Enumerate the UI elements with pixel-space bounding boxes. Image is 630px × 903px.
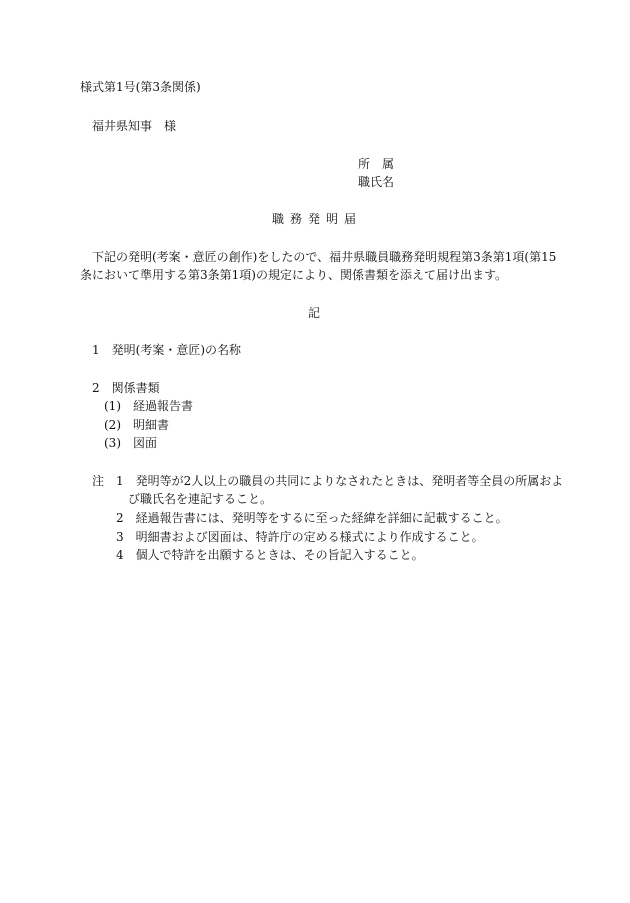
name-label: 職氏名	[358, 175, 395, 189]
affiliation-label: 所 属	[358, 157, 395, 171]
form-number: 様式第1号(第3条関係)	[80, 80, 201, 94]
item-2: 2 関係書類	[92, 381, 160, 395]
item-2-sub-2: (2) 明細書	[104, 418, 169, 432]
item-2-sub-3: (3) 図面	[104, 436, 157, 450]
addressee: 福井県知事 様	[92, 119, 177, 133]
item-2-sub-1: (1) 経過報告書	[104, 399, 193, 413]
note-4: 4 個人で特許を出願するときは、その旨記入すること。	[116, 548, 424, 562]
document-title: 職務発明届	[272, 212, 363, 226]
note-1-line-1: 注 1 発明等が2人以上の職員の共同によりなされたときは、発明者等全員の所属およ	[92, 474, 564, 488]
body-line-2: 条において準用する第3条第1項)の規定により、関係書類を添えて届け出ます。	[80, 268, 507, 282]
item-1: 1 発明(考案・意匠)の名称	[92, 343, 241, 357]
body-line-1: 下記の発明(考案・意匠の創作)をしたので、福井県職員職務発明規程第3条第1項(第15	[92, 250, 557, 264]
note-1-line-2: び職氏名を連記すること。	[128, 492, 273, 506]
ki-heading: 記	[308, 306, 321, 320]
note-2: 2 経過報告書には、発明等をするに至った経緯を詳細に記載すること。	[116, 511, 508, 525]
note-3: 3 明細書および図面は、特許庁の定める様式により作成すること。	[116, 530, 484, 544]
